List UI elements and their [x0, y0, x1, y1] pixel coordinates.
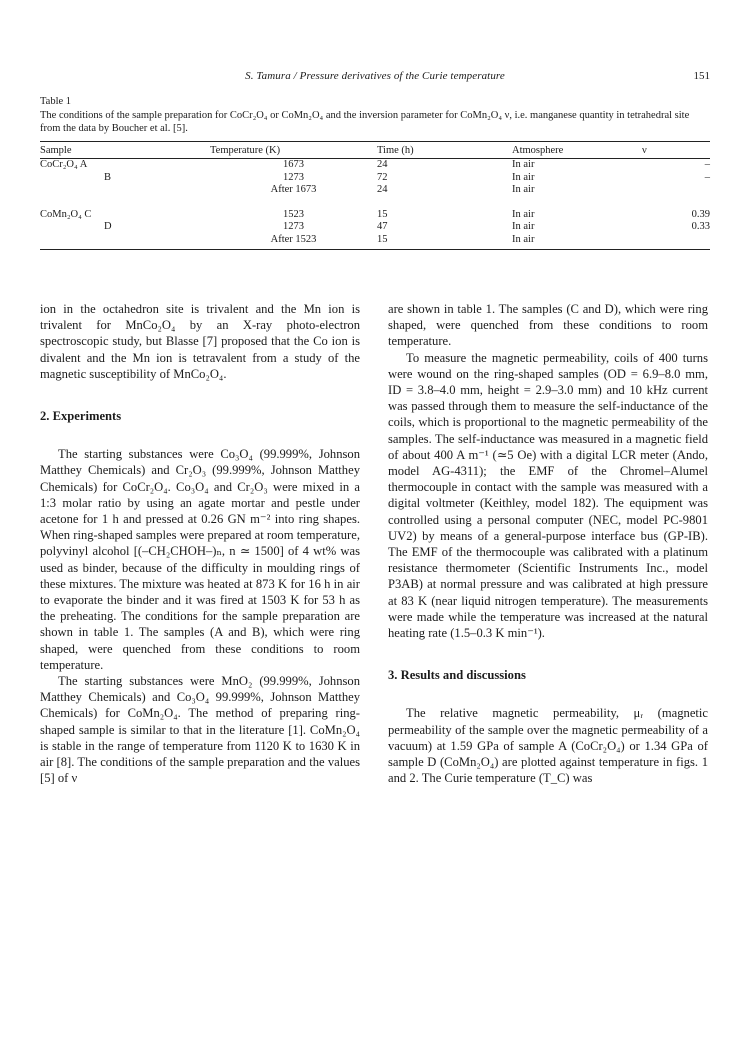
table-cell: B [104, 171, 112, 183]
table-cell: 24 [377, 159, 388, 170]
table-cell: In air [512, 184, 535, 195]
column-header-temperature: Temperature (K) [210, 142, 377, 159]
running-header [40, 70, 710, 86]
column-header-atmosphere: Atmosphere [512, 142, 642, 159]
table-cell: D [104, 221, 112, 232]
table-cell: In air [512, 208, 535, 220]
table-cell: After 1673 [270, 184, 317, 195]
table-cell: 1273 [283, 171, 304, 183]
paragraph-comn2o4-preparation: The starting substances were MnO₂ (99.999%, Johnson Matthey Chemicals) and Co₃O₄ 99.999%, Johnson Matthey Chemicals) for CoMn₂O₄. The method of preparing ring-shaped sample is similar to that in the literature [1]. CoMn₂O₄ is stable in the range of temperature from 1120 K to 1630 K in air [8]. The conditions of the sample preparation and the values [5] of ν [40, 674, 360, 786]
column-header-time: Time (h) [377, 142, 512, 159]
paragraph-measurement-method: To measure the magnetic permeability, coils of 400 turns were wound on the ring-shaped samples (OD = 6.9–8.0 mm, ID = 3.8–4.0 mm, height = 2.9–3.0 mm) and 10 kHz current was passed through them to measure the self-inductance of the coils, which is proportional to the magnetic permeability of the samples. The self-inductance was measured in a magnetic field of about 400 A m⁻¹ (≃5 Oe) with a digital LCR meter (Ando, model AG-4311); the EMF of the Chromel–Alumel thermocouple in contact with the sample was measured with a digital voltmeter (Keithley, model 182). The equipment was controlled using a personal computer (NEC, model PC-9801 UV2) by means of a general-purpose interface bus (GP-IB). The EMF of the thermocouple was calibrated with a platinum resistance thermometer (Scientific Instruments Inc., model P3AB) at normal pressure and was calibrated at high pressure at 83 K (near liquid nitrogen temperature). The measurements were made while the temperature was increased at the natural heating rate (1.5–0.3 K min⁻¹). [388, 350, 708, 641]
table-cell: 1273 [283, 221, 304, 232]
table-cell: – [704, 171, 710, 183]
table-cell: 15 [377, 234, 512, 250]
table-cell: CoMn₂O₄ C [40, 208, 92, 220]
table-cell: In air [512, 159, 535, 170]
sample-preparation-table [40, 141, 710, 250]
page-number: 151 [693, 70, 710, 82]
paragraph-cocr2o4-preparation: The starting substances were Co₃O₄ (99.999%, Johnson Matthey Chemicals) and Cr₂O₃ (99.999%, Johnson Matthey Chemicals) for CoCr₂O₄. Co₃O₄ and Cr₂O₃ were mixed in a 1:3 molar ratio by using an agate mortar and pestle under acetone for 1 h and pressed at 0.26 GN m⁻² into ring shapes. When ring-shaped samples were prepared at room temperature, polyvinyl alcohol [(–CH₂CHOH–)ₙ, n ≃ 1500] of 4 wt% was used as binder, because of the difficulty in moulding rings of these mixtures. The mixture was heated at 873 K for 16 h in air to evaporate the binder and it was fired at 1503 K for 53 h as the preheating. The conditions for the sample preparation are shown in table 1. The samples (A and B), which were ring shaped, were quenched from these conditions to room temperature. [40, 447, 360, 672]
table-row [40, 172, 710, 185]
table-row [40, 209, 710, 222]
table-cell: In air [512, 171, 535, 183]
table-row [40, 221, 710, 234]
table-cell [642, 234, 710, 250]
table-cell: 1523 [283, 208, 304, 220]
table-cell: CoCr₂O₄ A [40, 159, 88, 170]
table-cell [642, 184, 710, 197]
column-header-sample: Sample [40, 142, 210, 159]
table-row [40, 184, 710, 197]
section-heading-experiments: 2. Experiments [40, 409, 122, 424]
table-label: Table 1 [40, 96, 72, 107]
table-cell: 47 [377, 221, 388, 232]
table-caption: The conditions of the sample preparation for CoCr₂O₄ or CoMn₂O₄ and the inversion parameter for CoMn₂O₄ ν, i.e. manganese quantity in tetrahedral site from the data by Boucher et al. [5]. [40, 110, 690, 134]
table-cell: 1673 [283, 159, 304, 170]
table-cell: – [704, 159, 710, 170]
paragraph-table-reference: are shown in table 1. The samples (C and D), which were ring shaped, were quenched from these conditions to room temperature. [388, 302, 708, 349]
table-row [40, 159, 710, 172]
table-row [40, 234, 710, 250]
table-cell: In air [512, 221, 535, 232]
table-cell: In air [512, 234, 642, 250]
table-cell: 0.39 [691, 208, 710, 220]
table-spacer [40, 197, 710, 209]
table-cell [40, 234, 210, 250]
table-cell: After 1523 [210, 234, 377, 250]
column-header-nu: ν [642, 142, 710, 159]
right-column [388, 301, 708, 786]
paragraph-intro-continued: ion in the octahedron site is trivalent and the Mn ion is trivalent for MnCo₂O₄ by an X-ray photo-electron spectroscopic study, but Blasse [7] proposed that the Co ion is divalent and the Mn ion is tetravalent from a study of the magnetic susceptibility of MnCo₂O₄. [40, 302, 360, 381]
paragraph-results: The relative magnetic permeability, μᵣ (magnetic permeability of the sample over the magnetic permeability of a vacuum) at 1.59 GPa of sample A (CoCr₂O₄) or 1.34 GPa of sample D (CoMn₂O₄) are plotted against temperature in figs. 1 and 2. The Curie temperature (T_C) was [388, 706, 708, 786]
running-title: S. Tamura / Pressure derivatives of the Curie temperature [245, 70, 505, 82]
table-cell [40, 184, 210, 197]
table-cell: 15 [377, 208, 388, 220]
left-column [40, 301, 360, 786]
table-cell: 0.33 [691, 221, 710, 232]
table-header-row [40, 142, 710, 159]
section-heading-results: 3. Results and discussions [388, 668, 526, 683]
table-cell: 24 [377, 184, 388, 195]
table-cell: 72 [377, 171, 388, 183]
